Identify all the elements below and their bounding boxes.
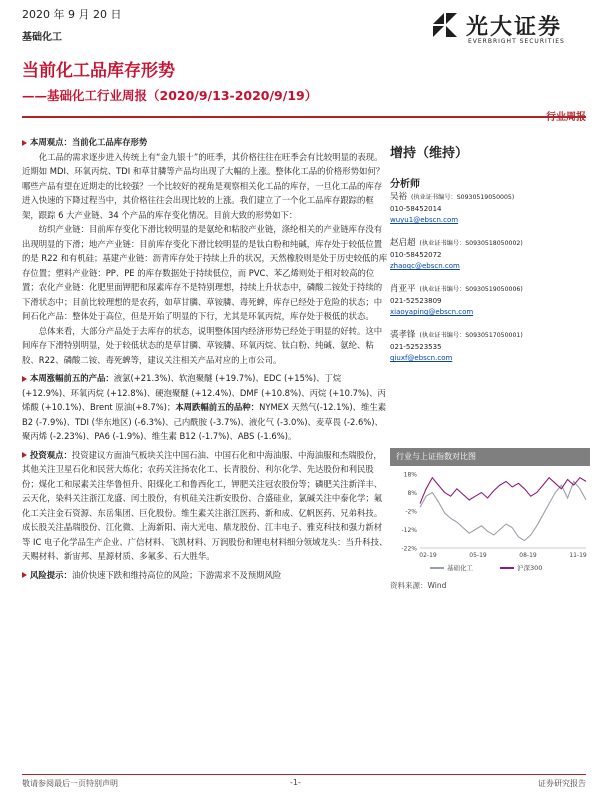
analyst-cert: (执业证书编号：S0930517050001) (419, 332, 523, 339)
y-tick-label: -22% (401, 545, 417, 553)
paragraph: 液氯(+21.3%)、软泡聚醚 (+19.7%)、EDC (+15%)、丁烷 (+12.9%)、环氧丙烷 (+12.8%)、硬泡聚醚 (+12.4%)、DMF (+10.8%)、丙烷 (+10.7%)、丙烯酸 (+10.1%)、Brent 原油(+8.7%)； (22, 373, 386, 412)
x-tick-label: 02-19 (419, 552, 437, 559)
analyst-phone: 010-58452014 (390, 204, 442, 213)
analyst-card (390, 238, 590, 273)
analyst-cert: (执业证书编号：S0930519050006) (419, 286, 523, 293)
analyst-name: 吴裕 (390, 192, 408, 202)
section-label: 本周观点： (30, 137, 72, 147)
analyst-name: 赵启超 (390, 238, 416, 248)
analyst-card (390, 284, 590, 319)
analyst-email-link[interactable]: xiaoyaping@ebscn.com (390, 308, 474, 316)
bullet-icon (22, 140, 27, 146)
analyst-cert: (执业证书编号：S0930519050005) (411, 194, 515, 201)
y-tick-label: -12% (401, 527, 417, 534)
logo-en-text: EVERBRIGHT SECURITIES (468, 38, 565, 45)
series-line-1 (420, 478, 586, 504)
footer-label: 证券研究报告 (538, 779, 586, 788)
y-tick-label: -2% (405, 508, 417, 516)
bullet-icon (22, 452, 27, 458)
x-tick-label: 08-19 (519, 552, 537, 559)
analyst-phone: 021-52523809 (390, 296, 442, 305)
analyst-email-link[interactable]: qiuxf@ebscn.com (390, 354, 453, 362)
paragraph: NYMEX 天然气(-12.1%)、维生素 B2 (-7.9%)、TDI (华东地区) (-6.3%)、己内酰胺 (-3.7%)、液化气 (-3.0%)、麦草畏 (-2.6%)、聚丙烯 (-2.23%)、PA6 (-1.9%)、维生素 B12 (-1.7%)、ABS (-1.6%)。 (22, 402, 387, 441)
page-title: 当前化工品库存形势 (22, 61, 175, 81)
analyst-name: 裘孝锋 (390, 330, 416, 340)
comparison-chart (390, 468, 590, 578)
sector-label: 基础化工 (22, 32, 62, 43)
section-label: 本周涨幅前五的产品： (30, 373, 114, 383)
footer-rule (22, 774, 586, 775)
analyst-phone: 010-58452072 (390, 250, 442, 259)
footer-disclaimer: 敬请参阅最后一页特别声明 (22, 779, 118, 788)
analyst-email-link[interactable]: zhaoqc@ebscn.com (390, 262, 460, 270)
section-label: 本周跌幅前五的品种： (175, 402, 260, 412)
analyst-cert: (执业证书编号：S0930518050002) (419, 240, 523, 247)
page-subtitle: ——基础化工行业周报（2020/9/13-2020/9/19） (22, 88, 318, 103)
x-tick-label: 05-19 (469, 552, 487, 559)
paragraph: 化工品的需求逐步进入传统上有“金九银十”的旺季，其价格往往在旺季会有比较明显的表现。近期如 MDI、环氧丙烷、TDI 和草甘膦等产品均出现了大幅的上涨。整体化工品的价格形势如何？哪些产品有望在近期走的比较强？一个比较好的视角是观察相关化工品的库存，一旦化工品的库存进入快速的下降过程当中，其价格往往会出现比较的上涨。我们建立了一个化工品库存跟踪的框架，跟踪 6 大产业链、34 个产品的库存变化情况。目前大致的形势如下： (22, 151, 385, 220)
section-label: 投资观点： (30, 449, 72, 460)
report-body (22, 135, 390, 582)
chart-source: 资料来源：Wind (390, 581, 447, 590)
section-headline: 当前化工品库存形势 (71, 137, 148, 147)
company-logo (430, 10, 590, 50)
y-tick-label: 18% (403, 471, 417, 479)
header-rule (22, 116, 586, 118)
chart-title: 行业与上证指数对比图 (390, 448, 590, 466)
paragraph: 油价快速下跌和维持高位的风险；下游需求不及预期风险 (71, 569, 282, 580)
analyst-card (390, 330, 590, 365)
bullet-icon (22, 376, 27, 382)
page-number: -1- (290, 778, 301, 787)
logo-cn-text: 光大证券 (466, 14, 563, 40)
analyst-name: 肖亚平 (390, 284, 416, 294)
section-label: 风险提示： (30, 569, 72, 580)
paragraph: 总体来看，大部分产品处于去库存的状态，说明整体国内经济形势已经处于明显的好转。这中间库存下滑特别明显，处于较低状态的是草甘膦、草铵膦、环氧丙烷、钛白粉、纯碱、氨纶、粘胶、R22、磷酸二铵、毒死蜱等，建议关注相关产品对应的上市公司。 (22, 325, 383, 365)
legend-label: 基础化工 (447, 564, 473, 572)
x-tick-label: 11-19 (569, 552, 587, 559)
analyst-phone: 021-52523535 (390, 342, 442, 351)
legend-label: 沪深300 (517, 564, 543, 572)
logo-mark-icon (430, 10, 460, 40)
report-date: 2020 年 9 月 20 日 (22, 8, 122, 21)
bullet-icon (22, 572, 27, 578)
analyst-heading: 分析师 (390, 179, 420, 190)
paragraph: 投资建议方面油气板块关注中国石油、中国石化和中海油服、中海油服和杰瑞股份，其他关注卫星石化和民营大炼化；农药关注扬农化工、长青股份、利尔化学、先达股份和利民股份；煤化工和尿素关注华鲁恒升、阳煤化工和鲁西化工，钾肥关注冠农股份等；磷肥关注新洋丰、云天化，染料关注浙江龙盛、闰土股份，有机硅关注新安股份、合盛硅业，氯碱关注中泰化学；氟化工关注金石资源、东岳集团、巨化股份。维生素关注浙江医药、新和成、亿帆医药、兄弟科技。成长股关注晶瑞股份、江化微、上海新阳、南大光电、鼎龙股份、江丰电子、雅克科技和强力新材等 IC 电子化学品生产企业、广信材料、飞凯材料、万润股份和锂电材料细分领域龙头：当升科技、天赐材料、新宙邦、星源材质、多氟多、石大胜华。 (22, 449, 388, 561)
paragraph: 纺织产业链：目前库存变化下滑比较明显的是氨纶和粘胶产业链，涤纶相关的产业链库存没有出现明显的下滑；地产产业链：目前库存变化下滑比较明显的是钛白粉和纯碱，库存处于较低位置的是 R22 和有机硅；基建产业链：沥青库存处于持续上升的状况，天然橡胶则是处于历史较低的库存位置；塑料产业链：PP、PE 的库存数据处于持续低位，而 PVC、苯乙烯则处于相对较高的位置；农化产业链：化肥里面钾肥和尿素库存不是特别理想，持续上升状态中，磷酸二铵处于持续的下滑状态中；目前比较理想的是农药，如草甘膦、草铵膦、毒死蜱，库存已经处于危险的状态；中间石化产品：整体处于高位，但是开始了明显的下行，尤其是环氧丙烷，库存处于极低的状态。 (22, 224, 388, 321)
rating: 增持（维持） (390, 146, 469, 161)
analyst-card (390, 192, 590, 227)
analyst-email-link[interactable]: wuyu1@ebscn.com (390, 216, 459, 224)
y-tick-label: 8% (407, 490, 417, 497)
series-line-0 (420, 481, 586, 540)
